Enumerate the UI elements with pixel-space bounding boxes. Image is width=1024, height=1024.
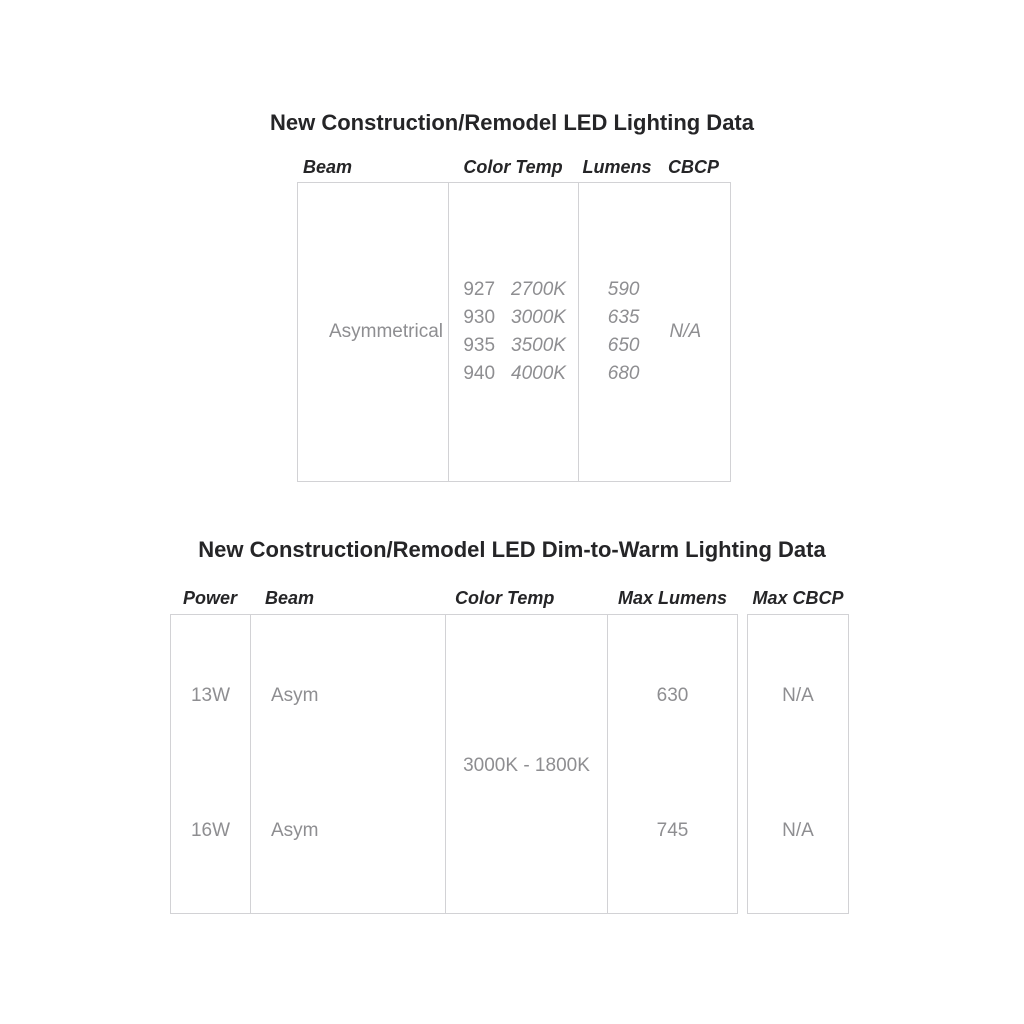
table2-color-temp-column bbox=[446, 615, 608, 913]
max-cbcp-value: N/A bbox=[782, 820, 814, 841]
table-row bbox=[461, 360, 566, 388]
lumens-value: 680 bbox=[607, 363, 640, 384]
color-code-value: 930 bbox=[463, 307, 496, 328]
table2-header-color-temp: Color Temp bbox=[455, 588, 555, 608]
table1-header-cbcp: CBCP bbox=[667, 157, 719, 177]
color-temp-value: 4000K bbox=[511, 363, 566, 384]
table1-beam-value: Asymmetrical bbox=[328, 321, 443, 342]
table2-header-power: Power bbox=[182, 588, 238, 608]
lumens-value: 635 bbox=[607, 307, 640, 328]
table1-cbcp-value: N/A bbox=[669, 321, 702, 342]
max-lumens-value: 630 bbox=[656, 685, 689, 706]
table1-beam-cell bbox=[298, 183, 449, 481]
table2-max-cbcp-column bbox=[747, 614, 849, 914]
color-code-value: 940 bbox=[463, 363, 496, 384]
power-value: 16W bbox=[190, 820, 231, 841]
power-value: 13W bbox=[190, 685, 231, 706]
table2 bbox=[170, 614, 738, 914]
lumens-value: 650 bbox=[607, 335, 640, 356]
table1-lumens-list bbox=[608, 276, 640, 388]
max-lumens-value: 745 bbox=[656, 820, 689, 841]
table2-power-column bbox=[171, 615, 251, 913]
color-code-value: 927 bbox=[463, 279, 496, 300]
table1-title: New Construction/Remodel LED Lighting Data bbox=[269, 110, 754, 135]
table1-lumens-cbcp-cell bbox=[579, 183, 730, 481]
table2-title: New Construction/Remodel LED Dim-to-Warm Lighting Data bbox=[198, 537, 826, 562]
max-cbcp-value: N/A bbox=[782, 685, 814, 706]
beam-value: Asym bbox=[271, 820, 319, 841]
table1 bbox=[297, 182, 731, 482]
table2-color-temp-value: 3000K - 1800K bbox=[463, 755, 590, 776]
table-row bbox=[461, 332, 566, 360]
table1-color-temp-cell bbox=[449, 183, 579, 481]
color-temp-value: 3500K bbox=[511, 335, 566, 356]
color-temp-value: 2700K bbox=[511, 279, 566, 300]
table1-header-beam: Beam bbox=[303, 157, 353, 177]
color-code-value: 935 bbox=[463, 335, 496, 356]
lumens-value: 590 bbox=[607, 279, 640, 300]
table1-header-lumens: Lumens bbox=[582, 157, 652, 177]
table2-beam-column bbox=[251, 615, 446, 913]
table2-header-max-cbcp: Max CBCP bbox=[752, 588, 844, 608]
table-row bbox=[461, 276, 566, 304]
color-temp-value: 3000K bbox=[511, 307, 566, 328]
table1-header-color-temp: Color Temp bbox=[463, 157, 563, 177]
beam-value: Asym bbox=[271, 685, 319, 706]
table2-header-max-lumens: Max Lumens bbox=[617, 588, 728, 608]
table2-max-lumens-column bbox=[608, 615, 737, 913]
table2-header-beam: Beam bbox=[265, 588, 315, 608]
table-row bbox=[461, 304, 566, 332]
